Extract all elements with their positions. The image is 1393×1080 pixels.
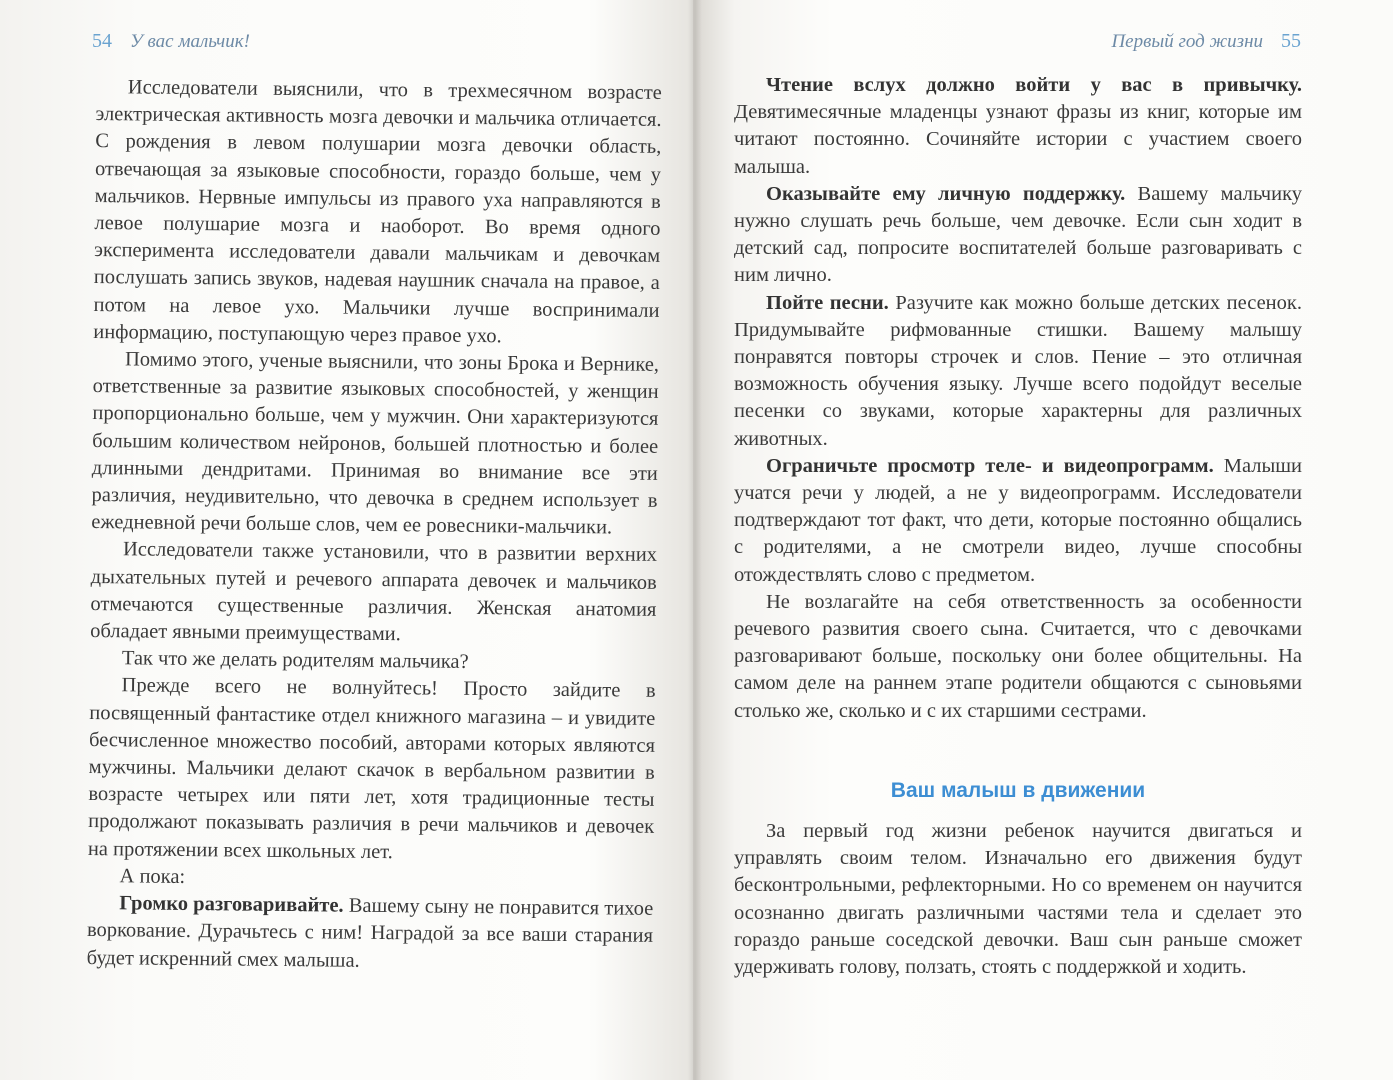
paragraph: Помимо этого, ученые выяснили, что зоны Брока и Вернике, ответственные за развитие языковых способностей, у женщин пропорционально больше, чем у мужчин. Они характеризуются большим количеством нейронов, большей плотностью и более длинными дендритами. Принимая во внимание все эти различия, неудивительно, что девочка в среднем использует в ежедневной речи больше слов, чем ее ровесники-мальчики.	[91, 348, 660, 539]
left-body-text	[87, 74, 662, 978]
paragraph: Исследователи выяснили, что в трехмесячном возрасте электрическая активность мозга девочки и мальчика отличается. С рождения в левом полушарии мозга девочки область, отвечающая за языковые способности, гораздо больше, чем у мальчиков. Нервные импульсы из правого уха направляются в левое полушарие мозга и наоборот. Во время одного эксперимента исследователи давали мальчикам и девочкам послушать запись звуков, надевая наушник сначала на правое, а потом на левое ухо. Мальчики лучше воспринимали информацию, поступающую через правое ухо.	[93, 76, 662, 348]
paragraph: Так что же делать родителям мальчика?	[121, 647, 469, 674]
left-running-head	[92, 30, 250, 53]
right-page-number: 55	[1281, 30, 1301, 52]
right-running-head	[1111, 30, 1301, 53]
paragraph: Исследователи также установили, что в развитии верхних дыхательных путей и речевого аппарата девочек и мальчиков отмечаются существенные различия. Женская анатомия обладает явными преимуществами.	[90, 538, 658, 646]
paragraph: Пойте песни. Разучите как можно больше детских песенок. Придумывайте рифмованные стишки. Вашему малышу понравятся повторы строчек и слов. Пение – это отличная возможность обучения языку. Лучше всего подойдут веселые песенки со звуками, которые характерны для различных животных.	[734, 291, 1302, 450]
right-body-text	[734, 72, 1302, 981]
paragraph: Прежде всего не волнуйтесь! Просто зайдите в посвященный фантастике отдел книжного магазина – и увидите бесчисленное множество пособий, авторами которых являются мужчины. Мальчики делают скачок в вербальном развитии в возрасте четырех или пяти лет, хотя традиционные тесты продолжают показывать различия в речи мальчиков и девочек на протяжении всех школьных лет.	[87, 674, 656, 863]
right-running-title: Первый год жизни	[1111, 31, 1263, 52]
left-page-number: 54	[92, 30, 112, 52]
paragraph: За первый год жизни ребенок научится двигаться и управлять своим телом. Изначально его движения будут бесконтрольными, рефлекторными. Но со временем он научится осознанно двигать различными частями тела и сделает это гораздо раньше соседской девочки. Ваш сын раньше сможет удерживать голову, ползать, стоять с поддержкой и ходить.	[734, 820, 1302, 979]
paragraph: Оказывайте ему личную поддержку. Вашему мальчику нужно слушать речь больше, чем девочке. Если сын ходит в детский сад, попросите воспитателей больше разговаривать с ним лично.	[734, 182, 1302, 287]
left-running-title: У вас мальчик!	[130, 31, 250, 52]
section-heading: Ваш малыш в движении	[890, 778, 1146, 802]
paragraph: Ограничьте просмотр теле- и видеопрограмм. Малыши учатся речи у людей, а не у видеопрограмм. Исследователи подтверждают тот факт, что дети, которые постоянно общались с родителями, а не смотрели видео, лучше способны отождествлять слово с предметом.	[734, 454, 1302, 586]
paragraph: А пока:	[119, 865, 186, 888]
paragraph: Чтение вслух должно войти у вас в привычку. Девятимесячные младенцы узнают фразы из книг, которые им читают постоянно. Сочиняйте истории с участием своего малыша.	[734, 74, 1302, 178]
left-page	[0, 0, 693, 1080]
paragraph: Громко разговаривайте. Вашему сыну не понравится тихое воркование. Дурачьтесь с ним! Наградой за все ваши старания будет искренний смех малыша.	[86, 892, 654, 972]
paragraph: Не возлагайте на себя ответственность за особенности речевого развития своего сына. Считается, что с девочками разговаривают больше, поскольку они более общительны. На самом деле на раннем этапе родители общаются с сыновьями столько же, сколько и с их старшими сестрами.	[734, 590, 1302, 722]
